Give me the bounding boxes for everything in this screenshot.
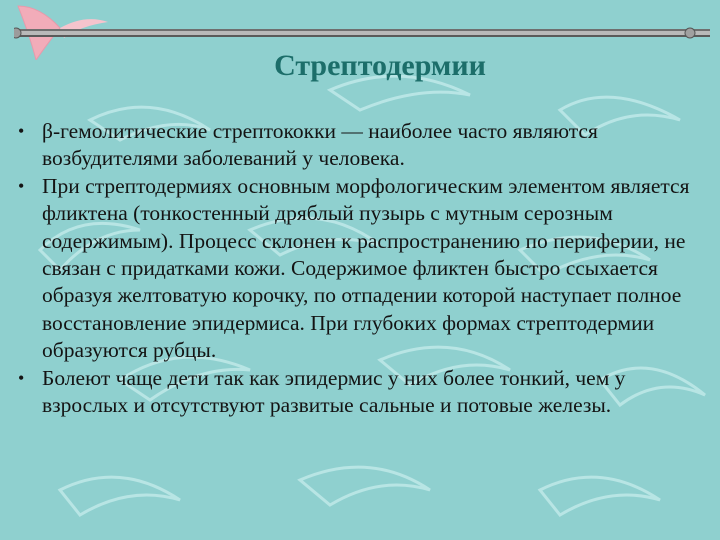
- slide-title: Стрептодермии: [274, 49, 486, 82]
- bullet-item: [18, 173, 712, 365]
- bullet-marker: •: [18, 367, 25, 388]
- bullet-text: При стрептодермиях основным морфологическим элементом является фликтена (тонкостенный дряблый пузырь с мутным серозным содержимым). Процесс склонен к распространению по периферии, не связан с придатками кожи. Содержимое фликтен быстро ссыхается образуя желтоватую корочку, по отпадении которой наступает полное восстановление эпидермиса. При глубоких формах стрептодермии образуются рубцы.: [42, 173, 690, 363]
- bullet-list: [18, 118, 712, 419]
- bullet-text: Болеют чаще дети так как эпидермис у них более тонкий, чем у взрослых и отсутствуют развитые сальные и потовые железы.: [42, 365, 626, 418]
- bullet-marker: •: [18, 175, 25, 196]
- bullet-item: [18, 118, 712, 173]
- bullet-marker: •: [18, 121, 25, 141]
- bullet-text: β-гемолитические стрептококки — наиболее часто являются возбудителями заболеваний у человека.: [42, 119, 598, 171]
- bullet-item: [18, 365, 712, 420]
